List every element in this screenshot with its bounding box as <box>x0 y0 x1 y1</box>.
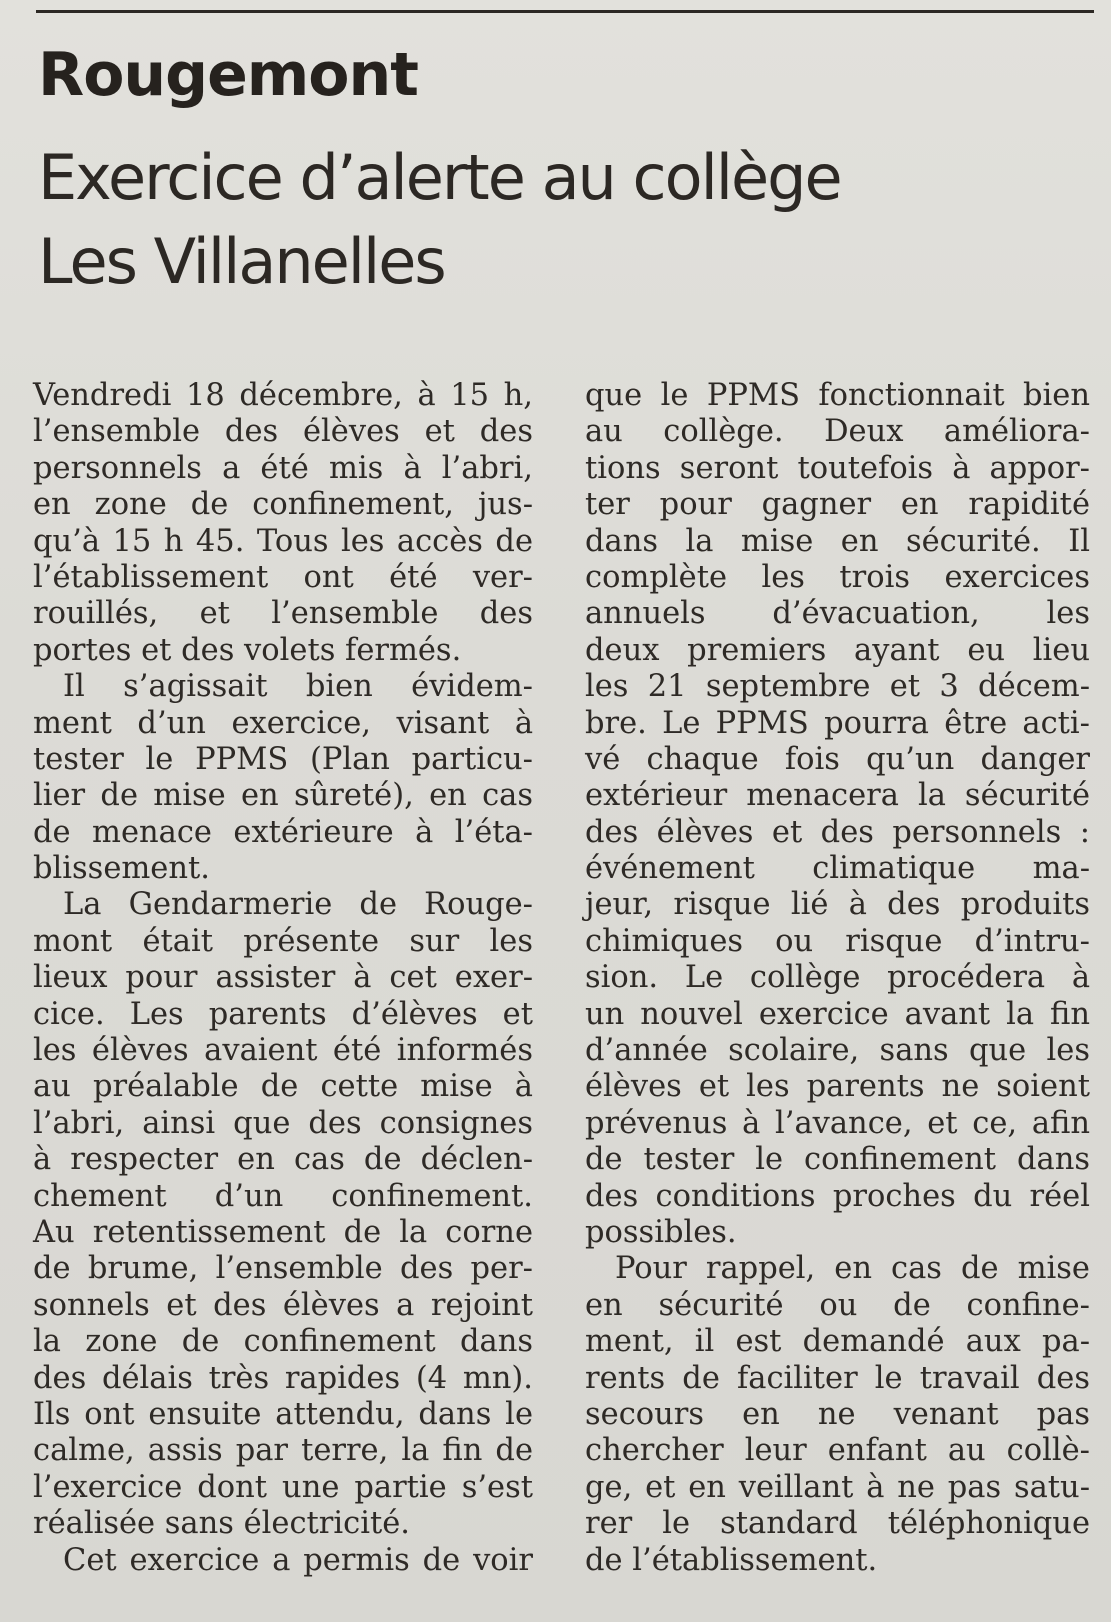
body-text-line: Cet exercice a permis de voir <box>63 1542 533 1578</box>
body-text-line: annuels d’évacuation, les <box>585 596 1090 632</box>
body-text-line: de tester le confinement dans <box>585 1142 1090 1178</box>
body-text-line: l’ensemble des élèves et des <box>33 414 533 450</box>
body-text-line: un nouvel exercice avant la fin <box>585 996 1090 1032</box>
body-text-line: lieux pour assister à cet exer- <box>33 960 533 996</box>
body-text-line: réalisée sans électricité. <box>33 1506 410 1542</box>
body-text-line: l’exercice dont une partie s’est <box>33 1469 533 1505</box>
body-text-line: des délais très rapides (4 mn). <box>33 1360 533 1396</box>
body-text-line: chercher leur enfant au collè- <box>585 1433 1090 1469</box>
body-text-line: événement climatique ma- <box>585 851 1090 887</box>
body-text-line: rouillés, et l’ensemble des <box>33 596 533 632</box>
body-text-line: l’abri, ainsi que des consignes <box>33 1105 533 1141</box>
body-text-line: les élèves avaient été informés <box>33 1033 533 1069</box>
article-column-left <box>33 378 533 1579</box>
body-text-line: qu’à 15 h 45. Tous les accès de <box>33 523 533 559</box>
top-rule <box>36 10 1094 13</box>
body-text-line: Ils ont ensuite attendu, dans le <box>33 1396 533 1432</box>
body-text-line: élèves et les parents ne soient <box>585 1069 1090 1105</box>
body-text-line: au préalable de cette mise à <box>33 1069 533 1105</box>
body-text-line: mont était présente sur les <box>33 923 533 959</box>
body-text-line: possibles. <box>585 1214 737 1250</box>
body-text-line: blissement. <box>33 851 210 887</box>
body-text-line: sonnels et des élèves a rejoint <box>33 1287 533 1323</box>
body-text-line: cice. Les parents d’élèves et <box>33 996 533 1032</box>
body-text-line: sion. Le collège procédera à <box>585 960 1090 996</box>
body-text-line: Vendredi 18 décembre, à 15 h, <box>33 378 533 413</box>
body-text-line: bre. Le PPMS pourra être acti- <box>585 705 1090 741</box>
body-text-line: La Gendarmerie de Rouge- <box>63 887 533 923</box>
body-text-line: secours en ne venant pas <box>585 1396 1090 1432</box>
body-text-line: des élèves et des personnels : <box>585 814 1090 850</box>
body-text-line: Au retentissement de la corne <box>33 1214 533 1250</box>
body-text-line: deux premiers ayant eu lieu <box>585 632 1090 668</box>
body-text-line: l’établissement ont été ver- <box>33 559 533 595</box>
body-text-line: prévenus à l’avance, et ce, afin <box>585 1105 1090 1141</box>
body-text-line: en sécurité ou de confine- <box>585 1287 1090 1323</box>
body-text-line: tester le PPMS (Plan particu- <box>33 741 533 777</box>
kicker-location: Rougemont <box>38 40 418 110</box>
body-text-line: de l’établissement. <box>585 1542 878 1578</box>
body-text-line: que le PPMS fonctionnait bien <box>585 378 1090 413</box>
body-text-line: chement d’un confinement. <box>33 1178 533 1214</box>
body-text-line: à respecter en cas de déclen- <box>33 1142 533 1178</box>
headline <box>38 136 1038 304</box>
article-column-right <box>585 378 1090 1579</box>
body-text-line: ter pour gagner en rapidité <box>585 487 1090 523</box>
body-text-line: portes et des volets fermés. <box>33 632 462 668</box>
body-text-line: les 21 septembre et 3 décem- <box>585 669 1090 705</box>
body-text-line: chimiques ou risque d’intru- <box>585 923 1090 959</box>
body-text-line: dans la mise en sécurité. Il <box>585 523 1090 559</box>
body-text-line: jeur, risque lié à des produits <box>585 887 1090 923</box>
body-text-line: extérieur menacera la sécurité <box>585 778 1090 814</box>
body-text-line: complète les trois exercices <box>585 559 1090 595</box>
body-text-line: d’année scolaire, sans que les <box>585 1033 1090 1069</box>
body-text-line: vé chaque fois qu’un danger <box>585 741 1090 777</box>
body-text-line: ment, il est demandé aux pa- <box>585 1324 1090 1360</box>
body-text-line: Pour rappel, en cas de mise <box>615 1251 1090 1287</box>
body-text-line: calme, assis par terre, la fin de <box>33 1433 533 1469</box>
body-text-line: rents de faciliter le travail des <box>585 1360 1090 1396</box>
body-text-line: ment d’un exercice, visant à <box>33 705 533 741</box>
headline-line: Les Villanelles <box>38 225 445 298</box>
body-text-line: de brume, l’ensemble des per- <box>33 1251 533 1287</box>
body-text-line: lier de mise en sûreté), en cas <box>33 778 533 814</box>
body-text-line: rer le standard téléphonique <box>585 1506 1090 1542</box>
body-text-line: de menace extérieure à l’éta- <box>33 814 533 850</box>
body-text-line: en zone de confinement, jus- <box>33 487 533 523</box>
body-text-line: personnels a été mis à l’abri, <box>33 450 533 486</box>
body-text-line: la zone de confinement dans <box>33 1324 533 1360</box>
body-text-line: des conditions proches du réel <box>585 1178 1090 1214</box>
body-text-line: tions seront toutefois à appor- <box>585 450 1090 486</box>
body-text-line: au collège. Deux améliora- <box>585 414 1090 450</box>
headline-line: Exercice d’alerte au collège <box>38 141 841 214</box>
body-text-line: Il s’agissait bien évidem- <box>63 669 533 705</box>
body-text-line: ge, et en veillant à ne pas satu- <box>585 1469 1090 1505</box>
